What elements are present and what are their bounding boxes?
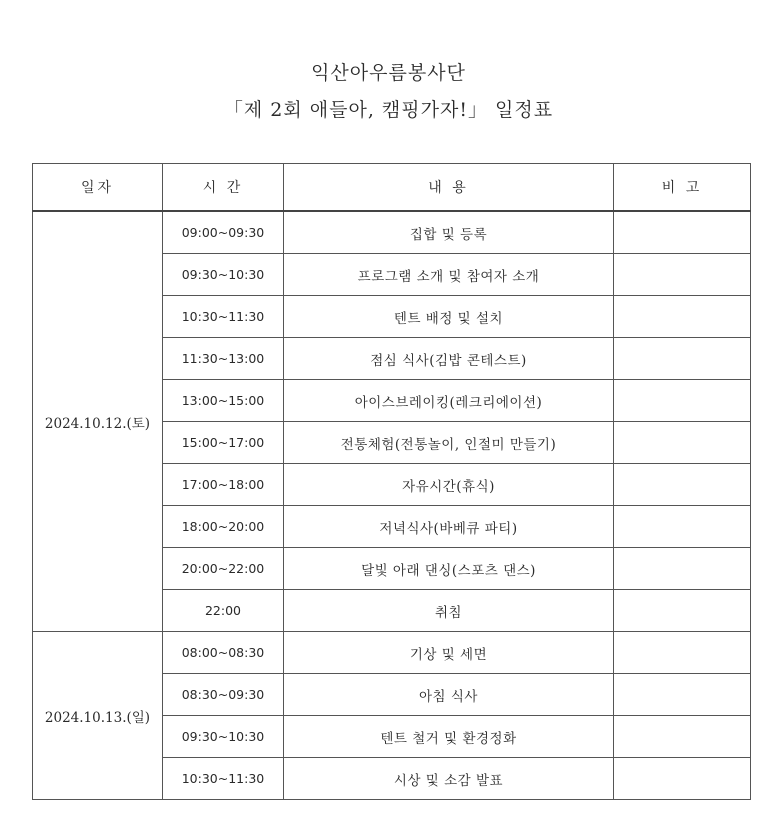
table-row (33, 632, 751, 674)
note-cell (614, 380, 751, 422)
header-row (33, 164, 751, 212)
note-cell (614, 548, 751, 590)
note-cell (614, 296, 751, 338)
content-cell: 자유시간(휴식) (284, 464, 614, 506)
note-cell (614, 590, 751, 632)
time-cell: 17:00~18:00 (163, 464, 284, 506)
time-cell: 10:30~11:30 (163, 758, 284, 800)
time-cell: 10:30~11:30 (163, 296, 284, 338)
column-header-date: 일자 (33, 164, 163, 212)
content-cell: 취침 (284, 590, 614, 632)
note-cell (614, 506, 751, 548)
content-cell: 텐트 배정 및 설치 (284, 296, 614, 338)
note-cell (614, 674, 751, 716)
content-cell: 저녁식사(바베큐 파티) (284, 506, 614, 548)
note-cell (614, 464, 751, 506)
column-header-time: 시 간 (163, 164, 284, 212)
date-cell: 2024.10.13.(일) (33, 632, 163, 800)
note-cell (614, 716, 751, 758)
content-cell: 시상 및 소감 발표 (284, 758, 614, 800)
content-cell: 프로그램 소개 및 참여자 소개 (284, 254, 614, 296)
time-cell: 18:00~20:00 (163, 506, 284, 548)
content-cell: 아침 식사 (284, 674, 614, 716)
column-header-content: 내 용 (284, 164, 614, 212)
schedule-body (33, 211, 751, 800)
note-cell (614, 422, 751, 464)
content-cell: 전통체험(전통놀이, 인절미 만들기) (284, 422, 614, 464)
note-cell (614, 758, 751, 800)
content-cell: 달빛 아래 댄싱(스포츠 댄스) (284, 548, 614, 590)
column-header-note: 비 고 (614, 164, 751, 212)
time-cell: 11:30~13:00 (163, 338, 284, 380)
note-cell (614, 632, 751, 674)
note-cell (614, 211, 751, 254)
time-cell: 08:30~09:30 (163, 674, 284, 716)
organization-name: 익산아우름봉사단 (311, 62, 466, 84)
content-cell: 집합 및 등록 (284, 211, 614, 254)
table-row (33, 211, 751, 254)
time-cell: 22:00 (163, 590, 284, 632)
content-cell: 텐트 철거 및 환경정화 (284, 716, 614, 758)
time-cell: 20:00~22:00 (163, 548, 284, 590)
date-cell: 2024.10.12.(토) (33, 211, 163, 632)
content-cell: 점심 식사(김밥 콘테스트) (284, 338, 614, 380)
document-title: 「제 2회 애들아, 캠핑가자!」 일정표 (223, 99, 554, 121)
content-cell: 아이스브레이킹(레크리에이션) (284, 380, 614, 422)
time-cell: 09:30~10:30 (163, 254, 284, 296)
time-cell: 08:00~08:30 (163, 632, 284, 674)
note-cell (614, 338, 751, 380)
note-cell (614, 254, 751, 296)
time-cell: 15:00~17:00 (163, 422, 284, 464)
schedule-table (32, 163, 751, 800)
time-cell: 09:00~09:30 (163, 211, 284, 254)
time-cell: 09:30~10:30 (163, 716, 284, 758)
content-cell: 기상 및 세면 (284, 632, 614, 674)
time-cell: 13:00~15:00 (163, 380, 284, 422)
